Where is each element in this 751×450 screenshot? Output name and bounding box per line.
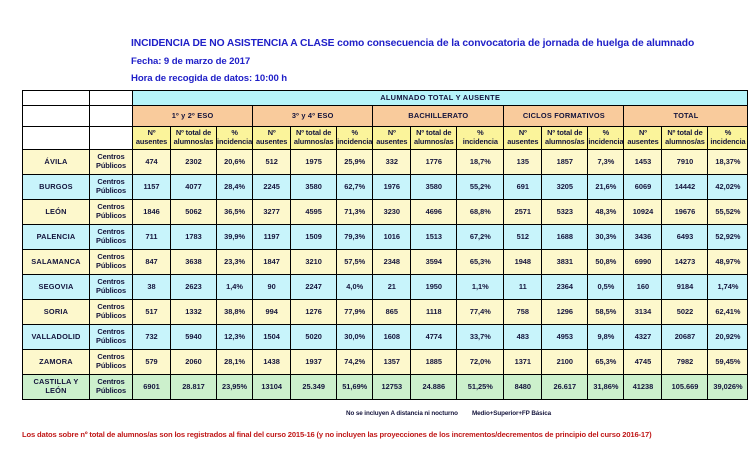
incidence-table: [22, 90, 748, 400]
data-cell: 2100: [542, 350, 587, 374]
data-cell: 1950: [411, 275, 456, 299]
data-cell: 2364: [542, 275, 587, 299]
data-cell: 1197: [253, 225, 290, 249]
table-row: [23, 225, 747, 249]
data-cell: 105.669: [662, 375, 707, 399]
centre-type-label: Centros Públicos: [90, 150, 132, 174]
data-cell: 30,0%: [337, 325, 372, 349]
centre-type-label: Centros Públicos: [90, 225, 132, 249]
province-label: BURGOS: [23, 175, 89, 199]
data-cell: 10924: [624, 200, 661, 224]
subheader-total-n-total-alumnos: Nº total de alumnos/as: [662, 127, 707, 149]
corner-cell-blank: [23, 91, 89, 105]
data-cell: 21,6%: [588, 175, 623, 199]
data-cell: 38,8%: [217, 300, 252, 324]
table-row: [23, 275, 747, 299]
table-total-row: [23, 375, 747, 399]
data-cell: 135: [504, 150, 541, 174]
data-cell: 1357: [373, 350, 410, 374]
centre-type-label: Centros Públicos: [90, 300, 132, 324]
data-cell: 711: [133, 225, 170, 249]
data-cell: 12,3%: [217, 325, 252, 349]
data-cell: 77,9%: [337, 300, 372, 324]
corner-cell-blank: [90, 91, 132, 105]
report-date: Fecha: 9 de marzo de 2017: [131, 56, 251, 67]
data-cell: 36,5%: [217, 200, 252, 224]
data-cell: 9184: [662, 275, 707, 299]
data-cell: 39,026%: [708, 375, 747, 399]
data-cell: 7,3%: [588, 150, 623, 174]
table-row: [23, 175, 747, 199]
data-cell: 31,86%: [588, 375, 623, 399]
subheader-bachillerato-pct-incidencia: % incidencia: [457, 127, 503, 149]
data-cell: 1509: [291, 225, 336, 249]
data-cell: 2247: [291, 275, 336, 299]
data-cell: 1296: [542, 300, 587, 324]
subheader-bachillerato-n-total-alumnos: Nº total de alumnos/as: [411, 127, 456, 149]
centre-type-label: Centros Públicos: [90, 375, 132, 399]
data-cell: 1118: [411, 300, 456, 324]
data-cell: 25.349: [291, 375, 336, 399]
data-cell: 3134: [624, 300, 661, 324]
data-cell: 2060: [171, 350, 216, 374]
data-cell: 5022: [662, 300, 707, 324]
data-cell: 2348: [373, 250, 410, 274]
data-cell: 55,2%: [457, 175, 503, 199]
centre-type-label: Centros Públicos: [90, 350, 132, 374]
data-cell: 1937: [291, 350, 336, 374]
data-cell: 67,2%: [457, 225, 503, 249]
group-header-bachillerato: BACHILLERATO: [373, 106, 503, 126]
data-cell: 79,3%: [337, 225, 372, 249]
data-cell: 26.617: [542, 375, 587, 399]
data-cell: 483: [504, 325, 541, 349]
corner-cell-blank: [90, 127, 132, 149]
data-cell: 3831: [542, 250, 587, 274]
subheader-3-y-4-eso-n-ausentes: Nº ausentes: [253, 127, 290, 149]
data-cell: 20,92%: [708, 325, 747, 349]
data-cell: 58,5%: [588, 300, 623, 324]
data-cell: 20,6%: [217, 150, 252, 174]
data-cell: 62,41%: [708, 300, 747, 324]
data-cell: 1,1%: [457, 275, 503, 299]
data-cell: 4077: [171, 175, 216, 199]
data-cell: 72,0%: [457, 350, 503, 374]
report-time: Hora de recogida de datos: 10:00 h: [131, 73, 288, 84]
data-cell: 3594: [411, 250, 456, 274]
data-cell: 2245: [253, 175, 290, 199]
data-cell: 24.886: [411, 375, 456, 399]
data-cell: 3277: [253, 200, 290, 224]
data-cell: 5062: [171, 200, 216, 224]
data-cell: 48,97%: [708, 250, 747, 274]
data-cell: 5020: [291, 325, 336, 349]
data-cell: 51,25%: [457, 375, 503, 399]
data-cell: 5323: [542, 200, 587, 224]
data-cell: 4774: [411, 325, 456, 349]
province-label: ÁVILA: [23, 150, 89, 174]
data-cell: 6069: [624, 175, 661, 199]
data-cell: 12753: [373, 375, 410, 399]
data-cell: 865: [373, 300, 410, 324]
subheader-1-y-2-eso-n-total-alumnos: Nº total de alumnos/as: [171, 127, 216, 149]
data-cell: 3638: [171, 250, 216, 274]
subheader-bachillerato-n-ausentes: Nº ausentes: [373, 127, 410, 149]
data-cell: 2571: [504, 200, 541, 224]
data-cell: 55,52%: [708, 200, 747, 224]
data-cell: 65,3%: [457, 250, 503, 274]
data-cell: 1975: [291, 150, 336, 174]
subheader-1-y-2-eso-n-ausentes: Nº ausentes: [133, 127, 170, 149]
data-cell: 18,7%: [457, 150, 503, 174]
centre-type-label: Centros Públicos: [90, 200, 132, 224]
data-cell: 4696: [411, 200, 456, 224]
corner-cell-blank: [90, 106, 132, 126]
data-cell: 1847: [253, 250, 290, 274]
data-cell: 14273: [662, 250, 707, 274]
data-cell: 7982: [662, 350, 707, 374]
province-label: SEGOVIA: [23, 275, 89, 299]
data-cell: 1513: [411, 225, 456, 249]
table-subheader-row: [23, 127, 747, 149]
data-cell: 13104: [253, 375, 290, 399]
data-cell: 994: [253, 300, 290, 324]
table-row: [23, 250, 747, 274]
centre-type-label: Centros Públicos: [90, 275, 132, 299]
data-cell: 691: [504, 175, 541, 199]
subheader-3-y-4-eso-pct-incidencia: % incidencia: [337, 127, 372, 149]
table-banner-row: [23, 91, 747, 105]
group-header-1-y-2-eso: 1º y 2º ESO: [133, 106, 252, 126]
data-cell: 19676: [662, 200, 707, 224]
corner-cell-blank: [23, 106, 89, 126]
data-cell: 3436: [624, 225, 661, 249]
document-header: [131, 38, 746, 84]
data-cell: 11: [504, 275, 541, 299]
data-cell: 1332: [171, 300, 216, 324]
data-cell: 62,7%: [337, 175, 372, 199]
footnote-data-source: Los datos sobre nº total de alumnos/as son los registrados al final del curso 2015-16 (y no incluyen las proyecciones de los incrementos/decrementos de principio del curso 2016-17): [22, 430, 652, 439]
centre-type-label: Centros Públicos: [90, 250, 132, 274]
data-cell: 3205: [542, 175, 587, 199]
province-label: SALAMANCA: [23, 250, 89, 274]
data-cell: 332: [373, 150, 410, 174]
data-cell: 57,5%: [337, 250, 372, 274]
data-cell: 7910: [662, 150, 707, 174]
data-cell: 14442: [662, 175, 707, 199]
data-cell: 3210: [291, 250, 336, 274]
data-cell: 0,5%: [588, 275, 623, 299]
page-title: INCIDENCIA DE NO ASISTENCIA A CLASE como consecuencia de la convocatoria de jornada de huelga de alumnado: [131, 38, 695, 49]
data-cell: 1453: [624, 150, 661, 174]
data-cell: 8480: [504, 375, 541, 399]
data-cell: 39,9%: [217, 225, 252, 249]
table-group-header-row: [23, 106, 747, 126]
data-cell: 1438: [253, 350, 290, 374]
data-cell: 1,74%: [708, 275, 747, 299]
data-cell: 1157: [133, 175, 170, 199]
data-cell: 5940: [171, 325, 216, 349]
province-label: PALENCIA: [23, 225, 89, 249]
data-cell: 1016: [373, 225, 410, 249]
data-cell: 71,3%: [337, 200, 372, 224]
table-footnotes: [0, 410, 751, 422]
data-cell: 48,3%: [588, 200, 623, 224]
group-header-ciclos-formativos: CICLOS FORMATIVOS: [504, 106, 623, 126]
data-cell: 23,3%: [217, 250, 252, 274]
data-cell: 50,8%: [588, 250, 623, 274]
data-cell: 732: [133, 325, 170, 349]
data-cell: 4745: [624, 350, 661, 374]
data-cell: 1608: [373, 325, 410, 349]
data-cell: 758: [504, 300, 541, 324]
data-cell: 77,4%: [457, 300, 503, 324]
province-label: SORIA: [23, 300, 89, 324]
data-cell: 30,3%: [588, 225, 623, 249]
data-cell: 517: [133, 300, 170, 324]
data-cell: 1504: [253, 325, 290, 349]
data-cell: 41238: [624, 375, 661, 399]
data-cell: 3230: [373, 200, 410, 224]
data-cell: 9,8%: [588, 325, 623, 349]
data-cell: 1,4%: [217, 275, 252, 299]
data-cell: 3580: [291, 175, 336, 199]
data-cell: 25,9%: [337, 150, 372, 174]
province-label: VALLADOLID: [23, 325, 89, 349]
table-row: [23, 300, 747, 324]
data-cell: 1857: [542, 150, 587, 174]
data-cell: 1948: [504, 250, 541, 274]
table-row: [23, 200, 747, 224]
data-cell: 28,1%: [217, 350, 252, 374]
data-cell: 474: [133, 150, 170, 174]
data-cell: 4,0%: [337, 275, 372, 299]
data-cell: 23,95%: [217, 375, 252, 399]
centre-type-label: Centros Públicos: [90, 175, 132, 199]
data-cell: 2302: [171, 150, 216, 174]
data-cell: 2623: [171, 275, 216, 299]
data-cell: 6901: [133, 375, 170, 399]
data-cell: 1783: [171, 225, 216, 249]
subheader-total-pct-incidencia: % incidencia: [708, 127, 747, 149]
data-cell: 33,7%: [457, 325, 503, 349]
data-cell: 6493: [662, 225, 707, 249]
data-cell: 1846: [133, 200, 170, 224]
data-cell: 68,8%: [457, 200, 503, 224]
data-cell: 579: [133, 350, 170, 374]
subheader-ciclos-formativos-pct-incidencia: % incidencia: [588, 127, 623, 149]
data-cell: 3580: [411, 175, 456, 199]
province-label: CASTILLA Y LEÓN: [23, 375, 89, 399]
data-cell: 6990: [624, 250, 661, 274]
data-cell: 90: [253, 275, 290, 299]
data-cell: 38: [133, 275, 170, 299]
data-cell: 4953: [542, 325, 587, 349]
subheader-ciclos-formativos-n-ausentes: Nº ausentes: [504, 127, 541, 149]
subheader-total-n-ausentes: Nº ausentes: [624, 127, 661, 149]
subheader-3-y-4-eso-n-total-alumnos: Nº total de alumnos/as: [291, 127, 336, 149]
group-header-total: TOTAL: [624, 106, 747, 126]
province-label: ZAMORA: [23, 350, 89, 374]
footnote-bachillerato: No se incluyen A distancia ni nocturno: [346, 410, 458, 417]
data-cell: 28,4%: [217, 175, 252, 199]
data-cell: 1688: [542, 225, 587, 249]
data-cell: 28.817: [171, 375, 216, 399]
data-cell: 1976: [373, 175, 410, 199]
table-row: [23, 325, 747, 349]
data-cell: 4595: [291, 200, 336, 224]
subheader-ciclos-formativos-n-total-alumnos: Nº total de alumnos/as: [542, 127, 587, 149]
data-cell: 847: [133, 250, 170, 274]
data-cell: 42,02%: [708, 175, 747, 199]
data-cell: 74,2%: [337, 350, 372, 374]
subheader-1-y-2-eso-pct-incidencia: % incidencia: [217, 127, 252, 149]
data-cell: 59,45%: [708, 350, 747, 374]
data-cell: 21: [373, 275, 410, 299]
table-row: [23, 150, 747, 174]
corner-cell-blank: [23, 127, 89, 149]
data-cell: 512: [253, 150, 290, 174]
data-cell: 20687: [662, 325, 707, 349]
table-row: [23, 350, 747, 374]
province-label: LEÓN: [23, 200, 89, 224]
data-cell: 51,69%: [337, 375, 372, 399]
data-cell: 52,92%: [708, 225, 747, 249]
data-cell: 1776: [411, 150, 456, 174]
footnote-ciclos: Medio+Superior+FP Básica: [472, 410, 552, 417]
data-cell: 1276: [291, 300, 336, 324]
group-header-3-y-4-eso: 3º y 4º ESO: [253, 106, 372, 126]
banner-alumnado-total-y-ausente: ALUMNADO TOTAL Y AUSENTE: [133, 91, 747, 105]
data-cell: 1885: [411, 350, 456, 374]
data-cell: 65,3%: [588, 350, 623, 374]
data-cell: 4327: [624, 325, 661, 349]
data-cell: 18,37%: [708, 150, 747, 174]
data-cell: 160: [624, 275, 661, 299]
data-cell: 512: [504, 225, 541, 249]
centre-type-label: Centros Públicos: [90, 325, 132, 349]
data-cell: 1371: [504, 350, 541, 374]
